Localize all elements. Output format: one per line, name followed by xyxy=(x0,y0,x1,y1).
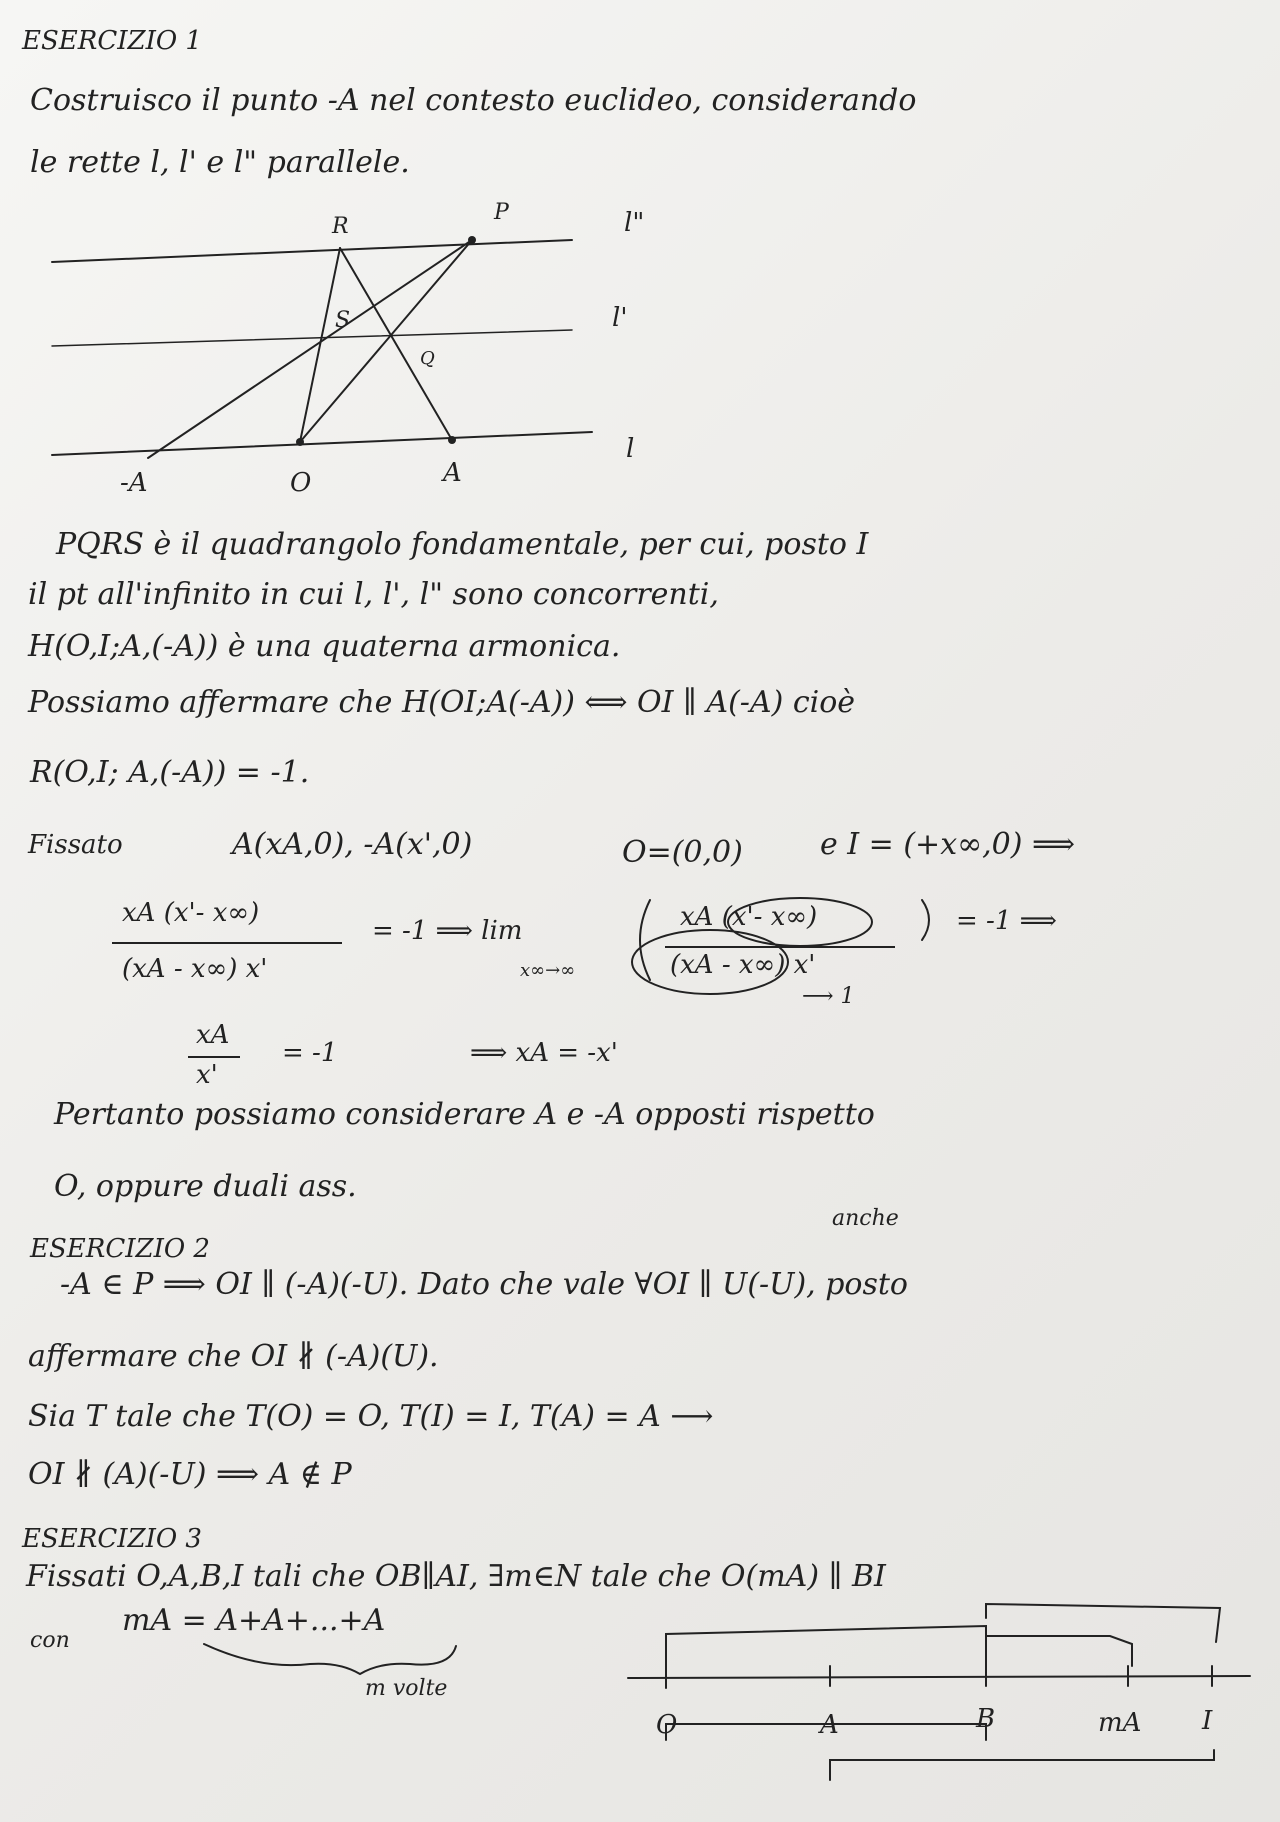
ex3-m-volte: m volte xyxy=(365,1676,448,1701)
axis-label-O: O xyxy=(656,1710,678,1740)
fraction-2-denominator: (xA - x∞) x' xyxy=(670,950,816,980)
ex1-fissato-label: Fissato xyxy=(28,830,123,860)
fraction-3-numerator: xA xyxy=(196,1020,230,1050)
fraction-3-equation: = -1 xyxy=(282,1038,338,1068)
label-S: S xyxy=(335,308,351,333)
label-l-double-prime: l" xyxy=(624,208,645,238)
fraction-3-result: ⟹ xA = -x' xyxy=(470,1038,618,1068)
ex1-line-2: le rette l, l' e l" parallele. xyxy=(30,145,410,180)
exercise-1-title: ESERCIZIO 1 xyxy=(22,26,202,56)
fraction-2-equation: = -1 ⟹ xyxy=(956,906,1057,936)
number-line-axis xyxy=(628,1676,1250,1678)
axis-label-mA: mA xyxy=(1098,1708,1142,1738)
point-O xyxy=(296,438,304,446)
ex1-paragraph-4: Possiamo affermare che H(OI;A(-A)) ⟺ OI ∥ A(-A) cioè xyxy=(28,685,856,720)
ex1-points-A: A(xA,0), -A(x',0) xyxy=(232,827,473,862)
point-P xyxy=(468,236,476,244)
fraction-2-bar xyxy=(665,946,895,948)
ex1-paragraph-1: PQRS è il quadrangolo fondamentale, per cui, posto I xyxy=(56,527,869,562)
ex3-con-label: con xyxy=(30,1628,70,1653)
fraction-1-bar xyxy=(112,942,342,944)
ex1-point-I: e I = (+x∞,0) ⟹ xyxy=(820,827,1075,862)
ex3-underbrace xyxy=(200,1640,460,1680)
label-A: A xyxy=(443,458,462,488)
ex2-line-3: Sia T tale che T(O) = O, T(I) = I, T(A) = A ⟶ xyxy=(28,1399,714,1434)
ex3-mA-definition: mA = A+A+...+A xyxy=(122,1603,386,1638)
ex1-conclusion-2: O, oppure duali ass. xyxy=(54,1169,357,1204)
ex2-line-1: -A ∈ P ⟹ OI ∥ (-A)(-U). Dato che vale ∀OI ∥ U(-U), posto xyxy=(60,1267,908,1302)
ex2-line-4: OI ∦ (A)(-U) ⟹ A ∉ P xyxy=(28,1457,352,1492)
label-O: O xyxy=(290,468,312,498)
ex1-paragraph-5: R(O,I; A,(-A)) = -1. xyxy=(30,755,310,790)
label-minus-A: -A xyxy=(120,468,148,498)
label-R: R xyxy=(332,214,349,239)
axis-label-I: I xyxy=(1202,1706,1213,1736)
ex1-paragraph-3: H(O,I;A,(-A)) è una quaterna armonica. xyxy=(28,629,621,664)
label-P: P xyxy=(494,200,509,225)
segment-R-A xyxy=(340,248,452,440)
line-l-prime xyxy=(52,330,572,346)
fraction-2-arrow-to-one: ⟶ 1 xyxy=(802,984,855,1009)
ex1-conclusion-1: Pertanto possiamo considerare A e -A opposti rispetto xyxy=(54,1097,875,1132)
point-A xyxy=(448,436,456,444)
label-l-prime: l' xyxy=(612,303,628,333)
limit-subscript: x∞→∞ xyxy=(520,960,576,981)
fraction-1-numerator: xA (x'- x∞) xyxy=(122,898,260,928)
number-line-figure xyxy=(610,1600,1270,1800)
line-l-double-prime xyxy=(52,240,572,262)
axis-label-B: B xyxy=(976,1704,996,1734)
segment-O-P xyxy=(300,240,472,442)
ex1-line-1: Costruisco il punto -A nel contesto euclideo, considerando xyxy=(30,83,917,118)
fraction-3-denominator: x' xyxy=(196,1060,218,1090)
label-Q: Q xyxy=(420,348,435,369)
ex3-line-1: Fissati O,A,B,I tali che OB∥AI, ∃m∈N tale che O(mA) ∥ BI xyxy=(26,1559,886,1594)
line-l xyxy=(52,432,592,455)
fraction-2-numerator: xA (x'- x∞) xyxy=(680,902,818,932)
exercise-2-title: ESERCIZIO 2 xyxy=(30,1234,210,1264)
label-l: l xyxy=(626,434,635,464)
construction-figure xyxy=(0,0,1280,520)
ex2-line-2: affermare che OI ∦ (-A)(U). xyxy=(28,1339,439,1374)
fraction-1-denominator: (xA - x∞) x' xyxy=(122,954,268,984)
fraction-1-equation: = -1 ⟹ lim xyxy=(372,916,523,946)
axis-label-A: A xyxy=(820,1710,839,1740)
segment-R-O xyxy=(300,248,340,442)
ex2-anche-note: anche xyxy=(832,1206,899,1231)
ex1-origin: O=(0,0) xyxy=(622,835,743,870)
exercise-3-title: ESERCIZIO 3 xyxy=(22,1524,202,1554)
fraction-3-bar xyxy=(188,1056,240,1058)
ex1-paragraph-2: il pt all'infinito in cui l, l', l" sono concorrenti, xyxy=(28,577,719,612)
